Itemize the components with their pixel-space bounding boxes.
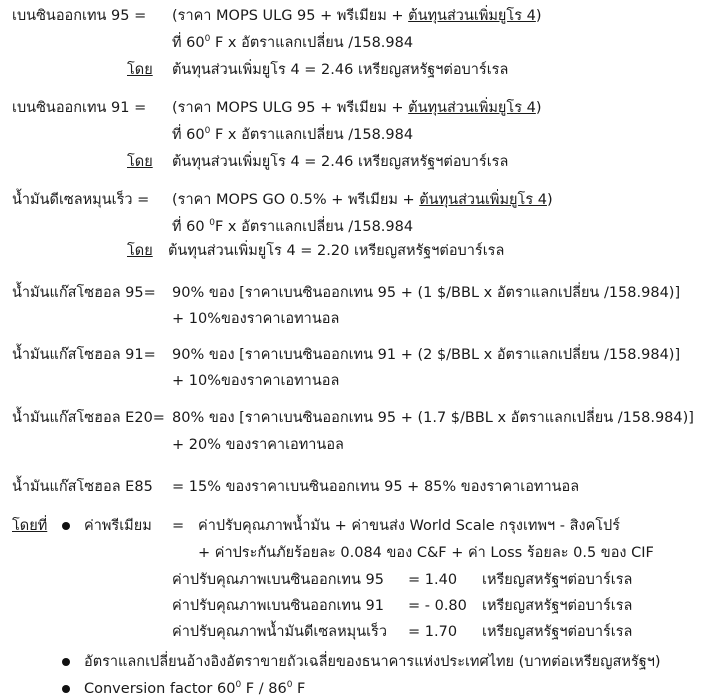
- degree-sup: 0: [286, 680, 293, 691]
- adjust-unit: เหรียญสหรัฐฯต่อบาร์เรล: [482, 572, 633, 588]
- premium-eq: =: [172, 518, 185, 534]
- b95-note-text: ต้นทุนส่วนเพิ่มยูโร 4 = 2.46 เหรียญสหรัฐฯต่อบาร์เรล: [172, 62, 509, 78]
- b91-line2: [172, 125, 413, 145]
- b91-euro4-link: ต้นทุนส่วนเพิ่มยูโร 4: [408, 100, 536, 116]
- diesel-line1-pre: (ราคา MOPS GO 0.5% + พรีเมียม +: [172, 192, 420, 208]
- conversion-pre: Conversion factor 60: [84, 681, 236, 697]
- adjust-name: ค่าปรับคุณภาพน้ำมันดีเซลหมุนเร็ว: [172, 624, 387, 640]
- b91-line1-pre: (ราคา MOPS ULG 95 + พรีเมียม +: [172, 100, 409, 116]
- b91-line1-post: ): [535, 100, 542, 116]
- diesel-line1: [172, 190, 553, 210]
- degree-sup: 0: [209, 218, 215, 229]
- diesel-label: น้ำมันดีเซลหมุนเร็ว =: [12, 192, 150, 208]
- b91-line2-pre: ที่ 60: [172, 127, 205, 143]
- b95-line2-pre: ที่ 60: [172, 35, 205, 51]
- diesel-line2: [172, 217, 413, 237]
- bullet-icon: [62, 685, 70, 693]
- conversion-note: [84, 679, 305, 699]
- e20-line2: + 20% ของราคาเอทานอล: [172, 437, 344, 453]
- b95-line2: [172, 33, 413, 53]
- g95-line2: + 10%ของราคาเอทานอล: [172, 311, 340, 327]
- e20-label: น้ำมันแก๊สโซฮอล E20=: [12, 410, 165, 426]
- b91-line2-post: F x อัตราแลกเปลี่ยน /158.984: [210, 127, 414, 143]
- adjust-name: ค่าปรับคุณภาพเบนซินออกเทน 95: [172, 572, 384, 588]
- g95-label: น้ำมันแก๊สโซฮอล 95=: [12, 285, 156, 301]
- adjust-unit: เหรียญสหรัฐฯต่อบาร์เรล: [482, 624, 633, 640]
- diesel-line2-pre: ที่ 60: [172, 219, 210, 235]
- bullet-icon: [62, 658, 70, 666]
- adjust-value: = - 0.80: [408, 598, 467, 614]
- premium-line2: + ค่าประกันภัยร้อยละ 0.084 ของ C&F + ค่า Loss ร้อยละ 0.5 ของ CIF: [198, 545, 654, 561]
- b91-label: เบนซินออกเทน 91 =: [12, 100, 147, 116]
- b95-line1-post: ): [535, 8, 542, 24]
- b95-line2-post: F x อัตราแลกเปลี่ยน /158.984: [210, 35, 414, 51]
- adjust-name: ค่าปรับคุณภาพเบนซินออกเทน 91: [172, 598, 384, 614]
- degree-sup: 0: [204, 34, 211, 45]
- notes-label: โดยที่: [12, 518, 48, 534]
- b95-line1-pre: (ราคา MOPS ULG 95 + พรีเมียม +: [172, 8, 409, 24]
- adjust-value: = 1.70: [408, 624, 458, 640]
- diesel-line1-post: ): [546, 192, 553, 208]
- diesel-note-text: ต้นทุนส่วนเพิ่มยูโร 4 = 2.20 เหรียญสหรัฐฯต่อบาร์เรล: [168, 243, 505, 259]
- e85-label: น้ำมันแก๊สโซฮอล E85: [12, 479, 153, 495]
- g91-label: น้ำมันแก๊สโซฮอล 91=: [12, 347, 156, 363]
- diesel-note-label: โดย: [127, 243, 153, 259]
- adjust-value: = 1.40: [408, 572, 458, 588]
- b91-line1: [172, 98, 542, 118]
- degree-sup: 0: [235, 680, 242, 691]
- diesel-line2-post: F x อัตราแลกเปลี่ยน /158.984: [214, 219, 414, 235]
- b91-note-label: โดย: [127, 154, 153, 170]
- e85-line1: = 15% ของราคาเบนซินออกเทน 95 + 85% ของราคาเอทานอล: [172, 479, 580, 495]
- exchange-note: อัตราแลกเปลี่ยนอ้างอิงอัตราขายถัวเฉลี่ยของธนาคารแห่งประเทศไทย (บาทต่อเหรียญสหรัฐฯ): [84, 654, 661, 670]
- premium-label: ค่าพรีเมียม: [84, 518, 152, 534]
- b95-label: เบนซินออกเทน 95 =: [12, 8, 147, 24]
- b95-line1: [172, 6, 542, 26]
- diesel-euro4-link: ต้นทุนส่วนเพิ่มยูโร 4: [419, 192, 547, 208]
- conversion-post: F: [292, 681, 306, 697]
- degree-sup: 0: [204, 126, 211, 137]
- b91-note-text: ต้นทุนส่วนเพิ่มยูโร 4 = 2.46 เหรียญสหรัฐฯต่อบาร์เรล: [172, 154, 509, 170]
- b95-euro4-link: ต้นทุนส่วนเพิ่มยูโร 4: [408, 8, 536, 24]
- g91-line1: 90% ของ [ราคาเบนซินออกเทน 91 + (2 $/BBL x อัตราแลกเปลี่ยน /158.984)]: [172, 347, 681, 363]
- e20-line1: 80% ของ [ราคาเบนซินออกเทน 95 + (1.7 $/BBL x อัตราแลกเปลี่ยน /158.984)]: [172, 410, 694, 426]
- g95-line1: 90% ของ [ราคาเบนซินออกเทน 95 + (1 $/BBL x อัตราแลกเปลี่ยน /158.984)]: [172, 285, 681, 301]
- premium-line1: ค่าปรับคุณภาพน้ำมัน + ค่าขนส่ง World Scale กรุงเทพฯ - สิงคโปร์: [198, 518, 621, 534]
- g91-line2: + 10%ของราคาเอทานอล: [172, 373, 340, 389]
- adjust-unit: เหรียญสหรัฐฯต่อบาร์เรล: [482, 598, 633, 614]
- b95-note-label: โดย: [127, 62, 153, 78]
- conversion-mid: F / 86: [241, 681, 287, 697]
- bullet-icon: [62, 522, 70, 530]
